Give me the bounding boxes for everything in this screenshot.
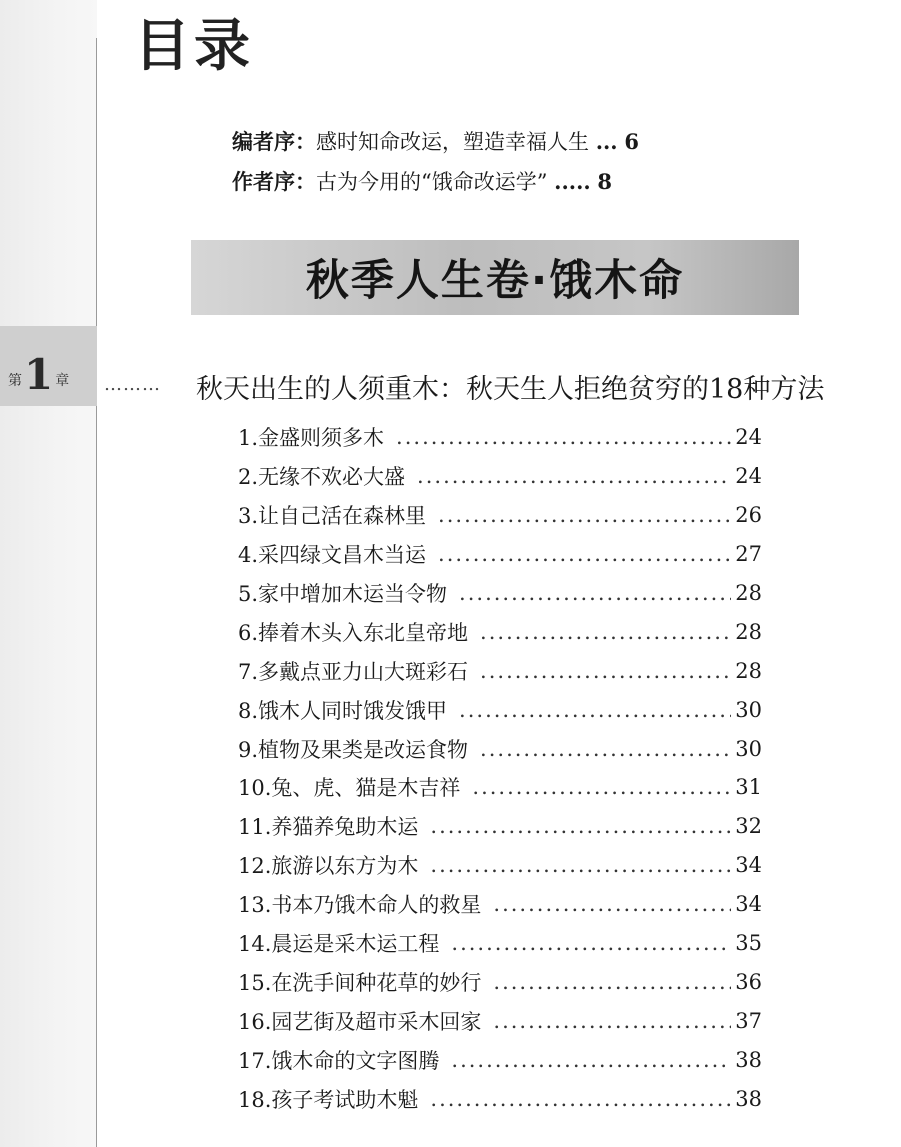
section-banner bbox=[191, 240, 799, 315]
toc-entry[interactable] bbox=[238, 885, 762, 924]
chapter-leader-dots: ……… bbox=[104, 374, 161, 395]
toc-entry-page: 31 bbox=[735, 775, 762, 800]
toc-entry[interactable] bbox=[238, 612, 762, 651]
toc-entry-page: 38 bbox=[735, 1047, 762, 1072]
preface-label: 编者序： bbox=[232, 129, 316, 154]
preface-dots: ..... bbox=[554, 169, 591, 194]
toc-entry-title: 2.无缘不欢必大盛 bbox=[238, 465, 406, 490]
page-edge-line bbox=[96, 38, 97, 1147]
toc-entry[interactable] bbox=[238, 1001, 762, 1040]
toc-entry-title: 9.植物及果类是改运食物 bbox=[238, 737, 469, 762]
preface-dots: ... bbox=[595, 129, 618, 154]
dot-leader bbox=[451, 1048, 731, 1072]
dot-leader bbox=[430, 1087, 731, 1111]
dot-leader bbox=[493, 1009, 731, 1033]
toc-entry[interactable] bbox=[238, 924, 762, 963]
toc-entry-title: 16.园艺街及超市采木回家 bbox=[238, 1009, 482, 1034]
dot-leader bbox=[472, 775, 731, 799]
toc-entry-page: 28 bbox=[735, 658, 762, 683]
dot-leader bbox=[480, 737, 731, 761]
toc-entry[interactable] bbox=[238, 418, 762, 457]
toc-entry-page: 30 bbox=[735, 736, 762, 761]
toc-entry-page: 32 bbox=[735, 814, 762, 839]
section-banner-title: 秋季人生卷·饿木命 bbox=[305, 256, 685, 306]
toc-entry-page: 36 bbox=[735, 969, 762, 994]
toc-entry-page: 37 bbox=[735, 1008, 762, 1033]
preface-page: 8 bbox=[597, 169, 613, 194]
toc-entry-page: 38 bbox=[735, 1086, 762, 1111]
toc-entry-page: 28 bbox=[735, 619, 762, 644]
dot-leader bbox=[396, 425, 731, 449]
toc-entry-title: 13.书本乃饿木命人的救星 bbox=[238, 893, 482, 918]
toc-entry-title: 7.多戴点亚力山大斑彩石 bbox=[238, 659, 469, 684]
chapter-suffix: 章 bbox=[55, 373, 70, 389]
toc-entry-title: 8.饿木人同时饿发饿甲 bbox=[238, 698, 448, 723]
dot-leader bbox=[417, 464, 731, 488]
chapter-number: 1 bbox=[24, 350, 54, 399]
toc-entry[interactable] bbox=[238, 962, 762, 1001]
dot-leader bbox=[480, 620, 731, 644]
toc-entry[interactable] bbox=[238, 1079, 762, 1118]
toc-entry[interactable] bbox=[238, 807, 762, 846]
preface-line-editor[interactable] bbox=[232, 126, 639, 156]
toc-entry-page: 28 bbox=[735, 581, 762, 605]
toc-entry-page: 24 bbox=[735, 425, 762, 450]
chapter-marker bbox=[8, 346, 70, 399]
toc-entry-title: 4.采四绿文昌木当运 bbox=[238, 543, 427, 568]
toc-entry[interactable] bbox=[238, 729, 762, 768]
dot-leader bbox=[430, 853, 731, 877]
toc-entry[interactable] bbox=[238, 535, 762, 574]
toc-entry[interactable] bbox=[238, 690, 762, 729]
dot-leader bbox=[430, 814, 731, 838]
toc-entry-page: 34 bbox=[735, 853, 762, 878]
dot-leader bbox=[438, 503, 731, 527]
toc-entry[interactable] bbox=[238, 768, 762, 807]
toc-entry-title: 15.在洗手间种花草的妙行 bbox=[238, 970, 482, 995]
dot-leader bbox=[459, 581, 731, 605]
page-title: 目录 bbox=[134, 14, 254, 79]
preface-title: 感时知命改运，塑造幸福人生 bbox=[316, 130, 589, 154]
toc-entry-page: 27 bbox=[735, 542, 762, 567]
toc-entry-page: 30 bbox=[735, 697, 762, 722]
toc-entry-title: 1.金盛则须多木 bbox=[238, 426, 385, 451]
dot-leader bbox=[451, 931, 731, 955]
dot-leader bbox=[459, 698, 731, 722]
toc-entry-title: 17.饿木命的文字图腾 bbox=[238, 1048, 440, 1073]
toc-entry-page: 34 bbox=[735, 892, 762, 917]
toc-entry-title: 18.孩子考试助木魁 bbox=[238, 1087, 419, 1112]
toc-entry[interactable] bbox=[238, 651, 762, 690]
preface-page: 6 bbox=[624, 129, 639, 154]
toc-entry-title: 3.让自己活在森林里 bbox=[238, 504, 427, 529]
toc-entry[interactable] bbox=[238, 1040, 762, 1079]
toc-entry-page: 26 bbox=[735, 503, 762, 528]
dot-leader bbox=[438, 542, 731, 566]
toc-entry-page: 24 bbox=[735, 464, 762, 489]
chapter-prefix: 第 bbox=[8, 373, 22, 389]
toc-entry-title: 5.家中增加木运当令物 bbox=[238, 582, 448, 606]
toc-entry-title: 6.捧着木头入东北皇帝地 bbox=[238, 620, 469, 645]
page-margin-strip bbox=[0, 0, 97, 1147]
dot-leader bbox=[493, 892, 731, 916]
dot-leader bbox=[493, 970, 731, 994]
toc-entry-page: 35 bbox=[735, 931, 762, 956]
toc-entry[interactable] bbox=[238, 496, 762, 535]
chapter-title[interactable]: 秋天出生的人须重木：秋天生人拒绝贫穷的18种方法 bbox=[196, 374, 825, 405]
toc-entry-title: 12.旅游以东方为木 bbox=[238, 854, 419, 879]
toc-entry[interactable] bbox=[238, 574, 762, 613]
toc-entry[interactable] bbox=[238, 846, 762, 885]
toc-entry[interactable] bbox=[238, 457, 762, 496]
preface-line-author[interactable] bbox=[232, 166, 612, 196]
toc-entry-title: 11.养猫养兔助木运 bbox=[238, 815, 419, 840]
preface-label: 作者序： bbox=[232, 169, 316, 194]
toc-entry-title: 14.晨运是采木运工程 bbox=[238, 932, 440, 957]
preface-title: 古为今用的“饿命改运学” bbox=[316, 170, 548, 194]
dot-leader bbox=[480, 659, 731, 683]
toc-entry-title: 10.兔、虎、猫是木吉祥 bbox=[238, 776, 461, 801]
toc-entry-list bbox=[238, 418, 762, 1118]
